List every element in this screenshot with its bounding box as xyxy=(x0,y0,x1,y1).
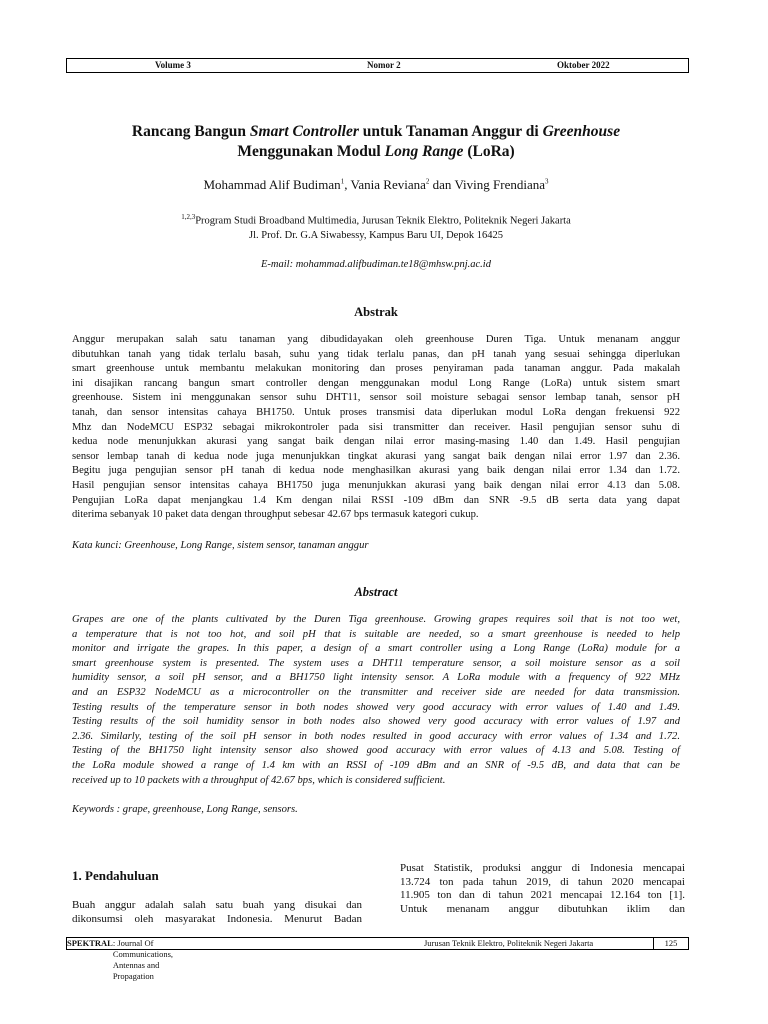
text-line: Begitu juga pengujian sensor pH tanah di kedua node menghasilkan akurasi yang baik dengan nilai error 1.34 dan 1.72. xyxy=(72,465,680,477)
text-line: smart greenhouse system is presented. The system uses a DHT11 temperature sensor, a soil moisture sensor as a soil xyxy=(72,657,680,669)
text-line: kedua node menunjukkan akurasi yang sangat baik dengan nilai error masing-masing 1.40 dan 1.49. Hasil pengujian xyxy=(72,436,680,448)
date-label: Oktober 2022 xyxy=(557,60,610,70)
text-line: Grapes are one of the plants cultivated by the Duren Tiga greenhouse. Growing grapes requires soil that is not too wet, xyxy=(72,614,680,625)
journal-footer: SPEKTRAL : Journal Of Communications, Antennas and Propagation Jurusan Teknik Elektro, Politeknik Negeri Jakarta 125 xyxy=(66,937,689,950)
text-line: smart greenhouse untuk membantu melakukan monitoring dan proses penyiraman pada tanaman anggur. Pada makalah xyxy=(72,363,680,375)
department: Jurusan Teknik Elektro, Politeknik Negeri Jakarta xyxy=(424,938,594,948)
page-number: 125 xyxy=(653,938,688,949)
intro-right-column xyxy=(400,862,685,917)
email-address: E-mail: mohammad.alifbudiman.te18@mhsw.pnj.ac.id xyxy=(261,259,491,270)
text-line: Testing results of the soil humidity sensor in both nodes also showed very good accuracy with error values of 1.97 and xyxy=(72,716,680,728)
volume-label: Volume 3 xyxy=(155,60,191,70)
text-line: Buah anggur adalah salah satu buah yang disukai dan xyxy=(72,899,362,911)
abstract-body xyxy=(72,613,680,788)
abstrak-body xyxy=(72,333,680,523)
intro-left-column xyxy=(72,899,362,926)
text-line: Hasil pengujian sensor intensitas cahaya BH1750 juga menunjukkan akurasi yang baik dengan nilai error 4.13 dan 5.08. xyxy=(72,479,680,491)
text-line: dikonsumsi oleh masyarakat Indonesia. Menurut Badan xyxy=(72,912,362,925)
journal-header xyxy=(66,58,689,73)
text-line: 13.724 ton pada tahun 2019, di tahun 2020 mencapai xyxy=(400,875,685,888)
text-line: Testing of the BH1750 light intensity sensor also showed good accuracy with error values of 4.13 and 5.08. Testing of xyxy=(72,745,680,757)
text-line: 2.36. Similarly, testing of the soil pH sensor in both nodes resulted in good accuracy with error values of 1.34 and 1.72. xyxy=(72,730,680,742)
text-line: 11.905 ton dan di tahun 2021 mencapai 12.164 ton [1]. xyxy=(400,889,685,902)
text-line: Pusat Statistik, produksi anggur di Indonesia mencapai xyxy=(400,862,685,874)
text-line: Anggur merupakan salah satu tanaman yang dibudidayakan oleh greenhouse Duren Tiga. Untuk menanam anggur xyxy=(72,334,680,345)
issue-label: Nomor 2 xyxy=(367,60,401,70)
text-line: Mhz dan NodeMCU ESP32 sebagai mikrokontroler pada sisi transmitter dan receiver. Hasil pengujian sensor suhu di xyxy=(72,421,680,433)
text-line: monitor and irrigate the grapes. In this paper, a design of a smart controller using a Long Range (LoRa) module for a xyxy=(72,643,680,655)
journal-name: SPEKTRAL xyxy=(67,938,113,948)
text-line: dibutuhkan tanah yang tidak terlalu basah, suhu yang tidak terlalu panas, dan pH tanah yang sesuai sehingga diperlukan xyxy=(72,348,680,360)
paper-title: Rancang Bangun Smart Controller untuk Tanaman Anggur di Greenhouse Menggunakan Modul Long Range (LoRa) xyxy=(131,123,621,160)
text-line: Pengujian LoRa dapat menjangkau 1.4 Km dengan nilai RSSI -109 dBm dan SNR -9.5 dB serta data yang dapat xyxy=(72,494,680,506)
kata-kunci: Kata kunci: Greenhouse, Long Range, sistem sensor, tanaman anggur xyxy=(72,540,369,551)
text-line: the LoRa module showed a range of 1.4 km with an RSSI of -109 dBm and an SNR of -9.5 dB, and data that can be xyxy=(72,759,680,771)
abstract-heading: Abstract xyxy=(354,585,398,599)
text-line: and an ESP32 NodeMCU as a microcontroller on the transmitter and receiver side are needed for data transmission. xyxy=(72,686,680,698)
text-line: a temperature that is not too hot, and soil pH that is suitable are needed, so a smart greenhouse is needed to help xyxy=(72,628,680,640)
text-line: diterima sebanyak 10 paket data dengan throughput sebesar 42.67 bps termasuk kategori cukup. xyxy=(72,509,479,521)
text-line: humidity sensor, a soil pH sensor, and a BH1750 light intensity sensor. A LoRa module with a frequency of 922 MHz xyxy=(72,672,680,684)
affiliation: $^{1,2,3}$Program Studi Broadband Multimedia, Jurusan Teknik Elektro, Politeknik Negeri Jakarta Jl. Prof. Dr. G.A Siwabessy, Kampus Baru UI, Depok 16425 xyxy=(181,213,571,241)
keywords: Keywords : grape, greenhouse, Long Range, sensors. xyxy=(72,804,298,815)
author-list: Mohammad Alif Budiman$^1$, Vania Reviana$^2$ dan Viving Frendiana$^3$ xyxy=(203,177,549,192)
text-line: received up to 10 packets with a throughput of 42.67 bps, which is considered sufficient. xyxy=(72,774,446,786)
text-line: Untuk menanam anggur dibutuhkan iklim dan xyxy=(400,903,685,916)
text-line: tanah, dan sensor intensitas cahaya BH1750. Untuk proses transmisi data diperlukan modul LoRa dengan frekuensi 922 xyxy=(72,406,680,418)
section-heading: 1. Pendahuluan xyxy=(72,868,159,883)
abstrak-heading: Abstrak xyxy=(354,305,398,319)
text-line: ini disajikan rancang bangun smart controller dengan menggunakan modul Long Range (LoRa) untuk sistem smart xyxy=(72,377,680,389)
text-line: greenhouse. Sistem ini menggunakan sensor suhu DHT11, sensor soil moisture sebagai sensor lembap tanah, sensor pH xyxy=(72,392,680,404)
text-line: sensor lembap tanah di kedua node juga menunjukkan tingkat akurasi yang sangat baik dengan nilai error 1.97 dan 2.36. xyxy=(72,450,680,462)
text-line: Testing results of the temperature sensor in both nodes showed very good accuracy with error values of 1.40 and 1.49. xyxy=(72,701,680,713)
